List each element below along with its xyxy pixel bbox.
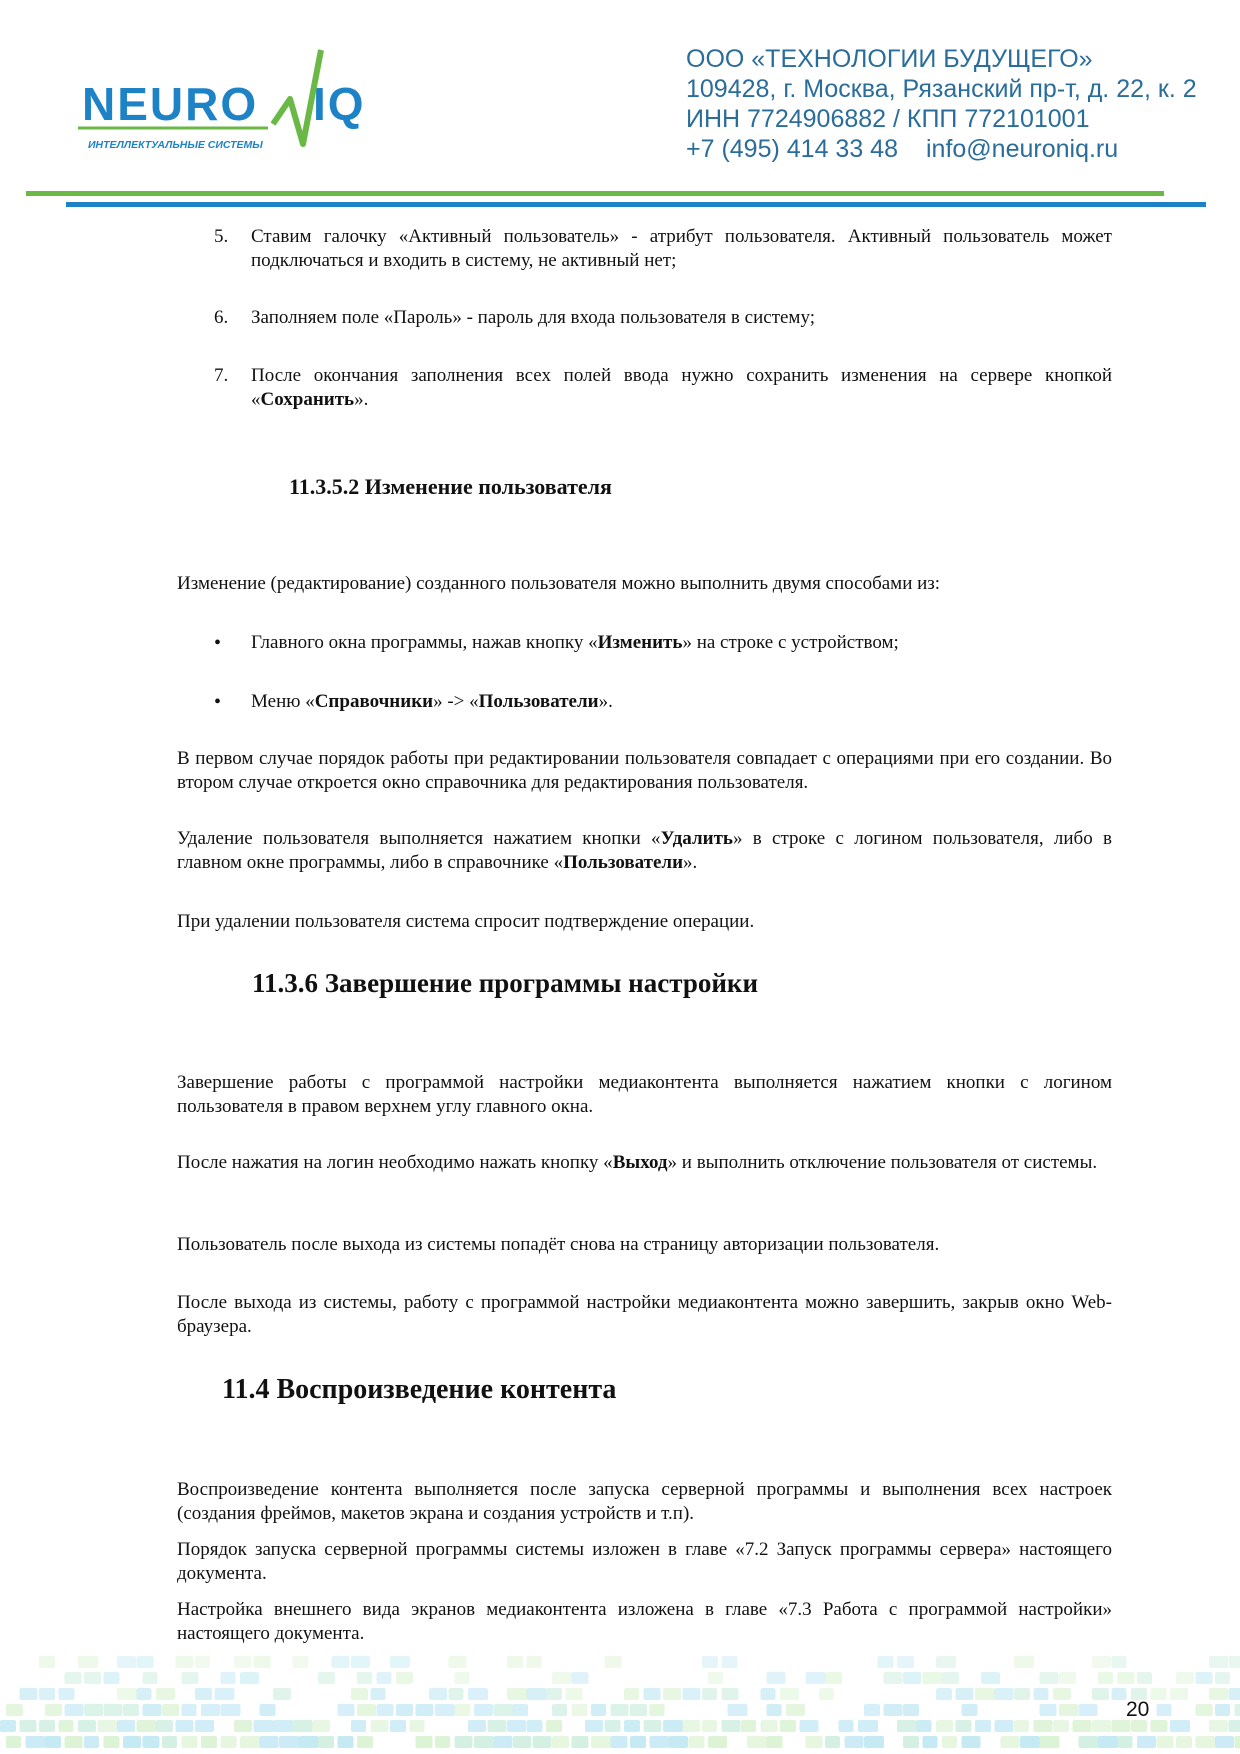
pattern-tile: [1014, 1656, 1034, 1668]
pattern-tile: [780, 1720, 796, 1732]
pattern-tile: [767, 1672, 786, 1684]
pattern-tile: [747, 1736, 767, 1748]
pattern-tile: [858, 1720, 878, 1732]
pattern-tile: [1170, 1688, 1188, 1700]
pattern-tile: [1020, 1736, 1040, 1748]
section-heading: 11.3.6 Завершение программы настройки: [252, 968, 758, 998]
pattern-tile: [1014, 1720, 1029, 1732]
pattern-tile: [624, 1720, 640, 1732]
pattern-tile: [6, 1704, 23, 1716]
pattern-tile: [162, 1736, 177, 1748]
pattern-tile: [507, 1656, 523, 1668]
pattern-tile: [494, 1704, 514, 1716]
pattern-tile: [1170, 1720, 1190, 1732]
pattern-tile: [45, 1736, 61, 1748]
pattern-tile: [1196, 1736, 1216, 1748]
pattern-tile: [59, 1688, 75, 1700]
pattern-tile: [981, 1672, 1000, 1684]
pattern-tile: [650, 1704, 665, 1716]
pattern-tile: [474, 1704, 493, 1716]
pattern-tile: [176, 1720, 194, 1732]
pattern-tile: [39, 1656, 55, 1668]
pattern-tile: [468, 1720, 486, 1732]
pattern-tile: [897, 1720, 917, 1732]
pattern-tile: [449, 1688, 464, 1700]
pattern-tile: [806, 1736, 823, 1748]
pattern-tile: [123, 1704, 139, 1716]
pattern-tile: [1215, 1672, 1230, 1684]
pattern-tile: [104, 1672, 120, 1684]
pattern-tile: [59, 1720, 74, 1732]
pattern-tile: [104, 1704, 123, 1716]
pattern-tile: [897, 1656, 914, 1668]
pattern-tile: [552, 1704, 567, 1716]
pattern-tile: [800, 1720, 819, 1732]
paragraph: Удаление пользователя выполняется нажатием кнопки «Удалить» в строке с логином пользователя, либо в главном окне программы, либо в справочнике «Пользователи».: [177, 828, 1112, 873]
pattern-tile: [507, 1720, 526, 1732]
bullet-text: Меню «Справочники» -> «Пользователи».: [251, 691, 613, 712]
pattern-tile: [767, 1736, 783, 1748]
pattern-tile: [1098, 1672, 1113, 1684]
list-item-text: Ставим галочку «Активный пользователь» - атрибут пользователя. Активный пользователь может подключаться и входить в систему, не активный нет;: [251, 226, 1112, 271]
pattern-tile: [1196, 1704, 1213, 1716]
bullet-icon: •: [214, 632, 222, 654]
pattern-tile: [1118, 1672, 1135, 1684]
bullet-text: Главного окна программы, нажав кнопку «Изменить» на строке с устройством;: [251, 632, 899, 653]
pattern-tile: [410, 1720, 425, 1732]
pattern-tile: [644, 1720, 662, 1732]
pattern-tile: [254, 1656, 271, 1668]
pattern-tile: [1229, 1656, 1240, 1668]
pattern-tile: [722, 1720, 741, 1732]
pattern-tile: [663, 1720, 683, 1732]
pattern-tile: [552, 1736, 569, 1748]
pattern-tile: [708, 1736, 727, 1748]
pattern-tile: [585, 1720, 603, 1732]
pattern-tile: [572, 1704, 588, 1716]
pattern-tile: [201, 1736, 217, 1748]
pattern-tile: [299, 1736, 319, 1748]
pattern-tile: [624, 1688, 639, 1700]
paragraph: Настройка внешнего вида экранов медиаконтента изложена в главе «7.3 Работа с программой настройки» настоящего документа.: [177, 1599, 1112, 1644]
pattern-tile: [936, 1656, 956, 1668]
pattern-tile: [396, 1672, 413, 1684]
paragraph: После выхода из системы, работу с программой настройки медиаконтента можно завершить, закрыв окно Web-браузера.: [177, 1292, 1112, 1337]
pattern-tile: [884, 1704, 903, 1716]
pattern-tile: [396, 1704, 413, 1716]
paragraph: Изменение (редактирование) созданного пользователя можно выполнить двумя способами из:: [177, 573, 941, 594]
pattern-tile: [1209, 1656, 1228, 1668]
pattern-tile: [689, 1736, 705, 1748]
list-item-number: 6.: [214, 307, 229, 328]
pattern-tile: [1176, 1736, 1192, 1748]
pattern-tile: [371, 1720, 389, 1732]
pattern-tile: [956, 1688, 974, 1700]
pattern-tile: [1196, 1672, 1213, 1684]
pattern-tile: [416, 1704, 434, 1716]
pattern-tile: [1001, 1736, 1020, 1748]
pattern-tile: [683, 1720, 701, 1732]
pattern-tile: [377, 1704, 394, 1716]
pattern-tile: [1157, 1704, 1172, 1716]
pattern-tile: [845, 1736, 864, 1748]
pattern-tile: [903, 1672, 921, 1684]
pattern-tile: [572, 1736, 589, 1748]
list-item-number: 7.: [214, 365, 229, 386]
pattern-tile: [143, 1736, 160, 1748]
pattern-tile: [917, 1720, 932, 1732]
page-number: 20: [1126, 1698, 1150, 1721]
pattern-tile: [468, 1688, 488, 1700]
pattern-tile: [669, 1736, 688, 1748]
pattern-tile: [20, 1720, 37, 1732]
pattern-tile: [215, 1688, 235, 1700]
pattern-tile: [1040, 1736, 1060, 1748]
pattern-tile: [26, 1736, 46, 1748]
pattern-tile: [923, 1736, 938, 1748]
pattern-tile: [318, 1736, 334, 1748]
pattern-tile: [117, 1656, 136, 1668]
company-phone: +7 (495) 414 33 48: [686, 135, 898, 163]
pattern-tile: [195, 1656, 210, 1668]
svg-text:NEURO: NEURO: [82, 78, 259, 130]
pattern-tile: [260, 1704, 276, 1716]
pattern-tile: [357, 1672, 372, 1684]
pattern-tile: [137, 1656, 154, 1668]
pattern-tile: [1235, 1704, 1240, 1716]
company-logo: [78, 44, 408, 164]
svg-text:IQ: IQ: [313, 78, 366, 130]
header-divider-green: [26, 191, 1164, 196]
pattern-tile: [1229, 1688, 1240, 1700]
paragraph: Порядок запуска серверной программы системы изложен в главе «7.2 Запуск программы сервера» настоящего документа.: [177, 1539, 1112, 1584]
company-address: 109428, г. Москва, Рязанский пр-т, д. 22, к. 2: [686, 75, 1197, 103]
pattern-tile: [201, 1704, 220, 1716]
pattern-tile: [293, 1720, 313, 1732]
pattern-tile: [1059, 1672, 1076, 1684]
pattern-tile: [1112, 1656, 1127, 1668]
pattern-tile: [956, 1720, 972, 1732]
pattern-tile: [45, 1704, 62, 1716]
pattern-tile: [65, 1704, 84, 1716]
pattern-tile: [903, 1736, 919, 1748]
pattern-tile: [240, 1672, 259, 1684]
pattern-tile: [494, 1736, 513, 1748]
pattern-tile: [1112, 1688, 1127, 1700]
pattern-tile: [962, 1736, 981, 1748]
pattern-tile: [429, 1688, 447, 1700]
pattern-tile: [293, 1656, 309, 1668]
pattern-tile: [6, 1736, 21, 1748]
pattern-tile: [84, 1672, 101, 1684]
pattern-tile: [566, 1688, 583, 1700]
pattern-tile: [455, 1736, 473, 1748]
pattern-tile: [702, 1656, 718, 1668]
pattern-tile: [156, 1720, 173, 1732]
pattern-tile: [234, 1720, 252, 1732]
pattern-tile: [591, 1704, 606, 1716]
pattern-tile: [864, 1704, 880, 1716]
pattern-tile: [839, 1720, 854, 1732]
pattern-tile: [702, 1688, 717, 1700]
company-email: info@neuroniq.ru: [925, 135, 1119, 163]
pattern-tile: [611, 1736, 628, 1748]
pattern-tile: [630, 1736, 646, 1748]
list-item-text: Заполняем поле «Пароль» - пароль для входа пользователя в систему;: [251, 307, 815, 328]
pattern-tile: [84, 1704, 103, 1716]
pattern-tile: [390, 1656, 410, 1668]
pattern-tile: [630, 1704, 647, 1716]
footer-decorative-pattern: [0, 1652, 1240, 1754]
pattern-tile: [162, 1704, 179, 1716]
pattern-tile: [221, 1704, 241, 1716]
pattern-tile: [143, 1704, 162, 1716]
pattern-tile: [176, 1656, 194, 1668]
pattern-tile: [377, 1672, 392, 1684]
bullet-icon: •: [214, 691, 222, 713]
pattern-tile: [1059, 1704, 1078, 1716]
paragraph: После нажатия на логин необходимо нажать кнопку «Выход» и выполнить отключение пользователя от системы.: [177, 1152, 1098, 1173]
pattern-tile: [260, 1736, 279, 1748]
pattern-tile: [611, 1704, 629, 1716]
pattern-tile: [1151, 1688, 1167, 1700]
pattern-tile: [20, 1688, 38, 1700]
pattern-tile: [546, 1688, 562, 1700]
pattern-tile: [728, 1704, 748, 1716]
pattern-tile: [825, 1672, 842, 1684]
pattern-tile: [65, 1672, 82, 1684]
pattern-tile: [221, 1672, 236, 1684]
pattern-tile: [338, 1704, 355, 1716]
pattern-tile: [663, 1688, 681, 1700]
pattern-tile: [195, 1688, 212, 1700]
pattern-tile: [552, 1672, 572, 1684]
pattern-tile: [1229, 1720, 1240, 1732]
pattern-tile: [761, 1720, 778, 1732]
list-item-number: 5.: [214, 226, 229, 247]
pattern-tile: [650, 1736, 670, 1748]
pattern-tile: [1092, 1688, 1109, 1700]
pattern-tile: [1014, 1688, 1030, 1700]
pattern-tile: [767, 1704, 782, 1716]
pattern-tile: [780, 1688, 799, 1700]
pattern-tile: [195, 1720, 214, 1732]
pattern-tile: [39, 1720, 55, 1732]
pattern-tile: [240, 1736, 260, 1748]
pattern-tile: [279, 1736, 299, 1748]
pattern-tile: [1137, 1672, 1152, 1684]
paragraph: Воспроизведение контента выполняется после запуска серверной программы и выполнения всех настроек (создания фреймов, макетов экрана и создания устройств и т.п).: [177, 1479, 1112, 1524]
pattern-tile: [572, 1672, 589, 1684]
pattern-tile: [1092, 1720, 1111, 1732]
pattern-tile: [435, 1704, 455, 1716]
pattern-tile: [1034, 1688, 1049, 1700]
pattern-tile: [435, 1736, 450, 1748]
pattern-tile: [1098, 1736, 1118, 1748]
pattern-tile: [357, 1704, 376, 1716]
pattern-tile: [819, 1688, 834, 1700]
pattern-tile: [182, 1736, 198, 1748]
pattern-tile: [273, 1688, 291, 1700]
pattern-tile: [1073, 1720, 1092, 1732]
company-info: [686, 44, 1197, 164]
pattern-tile: [65, 1736, 83, 1748]
pattern-tile: [942, 1736, 957, 1748]
pattern-tile: [143, 1672, 158, 1684]
pattern-tile: [878, 1656, 894, 1668]
pattern-tile: [455, 1704, 471, 1716]
pattern-tile: [546, 1720, 562, 1732]
pattern-tile: [338, 1736, 354, 1748]
pattern-tile: [371, 1688, 386, 1700]
pattern-tile: [123, 1736, 141, 1748]
pattern-tile: [722, 1656, 738, 1668]
company-inn-kpp: ИНН 7724906882 / КПП 772101001: [686, 105, 1090, 133]
pattern-tile: [1034, 1720, 1053, 1732]
pattern-tile: [488, 1720, 507, 1732]
section-heading: 11.4 Воспроизведение контента: [222, 1374, 617, 1405]
pattern-tile: [1209, 1720, 1228, 1732]
pattern-tile: [137, 1720, 157, 1732]
pattern-tile: [644, 1688, 661, 1700]
pattern-tile: [605, 1656, 622, 1668]
header-divider-blue: [66, 202, 1206, 207]
pattern-tile: [1040, 1672, 1059, 1684]
pattern-tile: [0, 1720, 16, 1732]
pattern-tile: [318, 1672, 335, 1684]
pattern-tile: [513, 1736, 531, 1748]
pattern-tile: [332, 1656, 350, 1668]
pattern-tile: [786, 1704, 805, 1716]
pattern-tile: [182, 1672, 199, 1684]
pattern-tile: [273, 1720, 293, 1732]
pattern-tile: [722, 1688, 739, 1700]
paragraph: В первом случае порядок работы при редактировании пользователя совпадает с операциями при его создании. Во втором случае откроется окно справочника для редактирования пользователя.: [177, 748, 1112, 793]
pattern-tile: [825, 1736, 840, 1748]
pattern-tile: [884, 1672, 903, 1684]
paragraph: Завершение работы с программой настройки медиаконтента выполняется нажатием кнопки с логином пользователя в правом верхнем углу главного окна.: [177, 1072, 1112, 1117]
pattern-tile: [962, 1704, 978, 1716]
pattern-tile: [357, 1736, 373, 1748]
pattern-tile: [1151, 1720, 1168, 1732]
pattern-tile: [234, 1656, 251, 1668]
pattern-tile: [1209, 1688, 1228, 1700]
pattern-tile: [1053, 1720, 1069, 1732]
pattern-tile: [527, 1656, 542, 1668]
pattern-tile: [137, 1688, 152, 1700]
pattern-tile: [806, 1672, 826, 1684]
pattern-tile: [351, 1688, 368, 1700]
pattern-tile: [1079, 1704, 1098, 1716]
pattern-tile: [527, 1688, 547, 1700]
pattern-tile: [1176, 1672, 1194, 1684]
pattern-tile: [1040, 1704, 1057, 1716]
pattern-tile: [1118, 1736, 1133, 1748]
pattern-tile: [416, 1736, 433, 1748]
pattern-tile: [84, 1736, 99, 1748]
pattern-tile: [936, 1688, 952, 1700]
pattern-tile: [513, 1704, 528, 1716]
list-item-text: После окончания заполнения всех полей ввода нужно сохранить изменения на сервере кнопкой «Сохранить».: [251, 365, 1112, 410]
pattern-tile: [1137, 1736, 1156, 1748]
pattern-tile: [312, 1720, 330, 1732]
pattern-tile: [1215, 1704, 1230, 1716]
pattern-tile: [1053, 1688, 1071, 1700]
pattern-tile: [156, 1688, 175, 1700]
pattern-tile: [903, 1704, 919, 1716]
company-contacts: [686, 134, 1197, 164]
pattern-tile: [591, 1736, 611, 1748]
pattern-tile: [449, 1656, 467, 1668]
pattern-tile: [761, 1688, 776, 1700]
pattern-tile: [936, 1720, 953, 1732]
pattern-tile: [117, 1688, 137, 1700]
pattern-tile: [864, 1736, 884, 1748]
paragraph: Пользователь после выхода из системы попадёт снова на страницу авторизации пользователя.: [177, 1234, 940, 1255]
pattern-tile: [683, 1688, 701, 1700]
pattern-tile: [182, 1704, 197, 1716]
pattern-tile: [455, 1672, 470, 1684]
pattern-tile: [942, 1672, 959, 1684]
pattern-tile: [527, 1720, 543, 1732]
section-heading: 11.3.5.2 Изменение пользователя: [289, 474, 612, 499]
pattern-tile: [975, 1720, 991, 1732]
pattern-tile: [78, 1656, 98, 1668]
pattern-tile: [1235, 1736, 1240, 1748]
pattern-tile: [351, 1720, 366, 1732]
pattern-tile: [702, 1720, 717, 1732]
pattern-tile: [78, 1720, 96, 1732]
pattern-tile: [923, 1672, 943, 1684]
pattern-tile: [995, 1688, 1014, 1700]
pattern-tile: [98, 1720, 118, 1732]
pattern-tile: [351, 1656, 370, 1668]
pattern-tile: [995, 1720, 1014, 1732]
pattern-tile: [1215, 1736, 1234, 1748]
pattern-tile: [221, 1736, 237, 1748]
pattern-tile: [39, 1688, 55, 1700]
pattern-tile: [390, 1720, 406, 1732]
pattern-tile: [1079, 1736, 1099, 1748]
pattern-tile: [474, 1736, 494, 1748]
pattern-tile: [1092, 1656, 1111, 1668]
pattern-tile: [741, 1720, 756, 1732]
pattern-tile: [708, 1672, 723, 1684]
pattern-tile: [975, 1688, 995, 1700]
company-name: ООО «ТЕХНОЛОГИИ БУДУЩЕГО»: [686, 45, 1093, 73]
pattern-tile: [1157, 1736, 1174, 1748]
pattern-tile: [117, 1720, 135, 1732]
pattern-tile: [254, 1720, 274, 1732]
pattern-tile: [605, 1720, 621, 1732]
logo-tagline: ИНТЕЛЛЕКТУАЛЬНЫЕ СИСТЕМЫ: [88, 139, 263, 151]
pattern-tile: [533, 1736, 552, 1748]
paragraph: При удалении пользователя система спросит подтверждение операции.: [177, 911, 755, 932]
pattern-tile: [507, 1688, 527, 1700]
pattern-tile: [104, 1736, 120, 1748]
